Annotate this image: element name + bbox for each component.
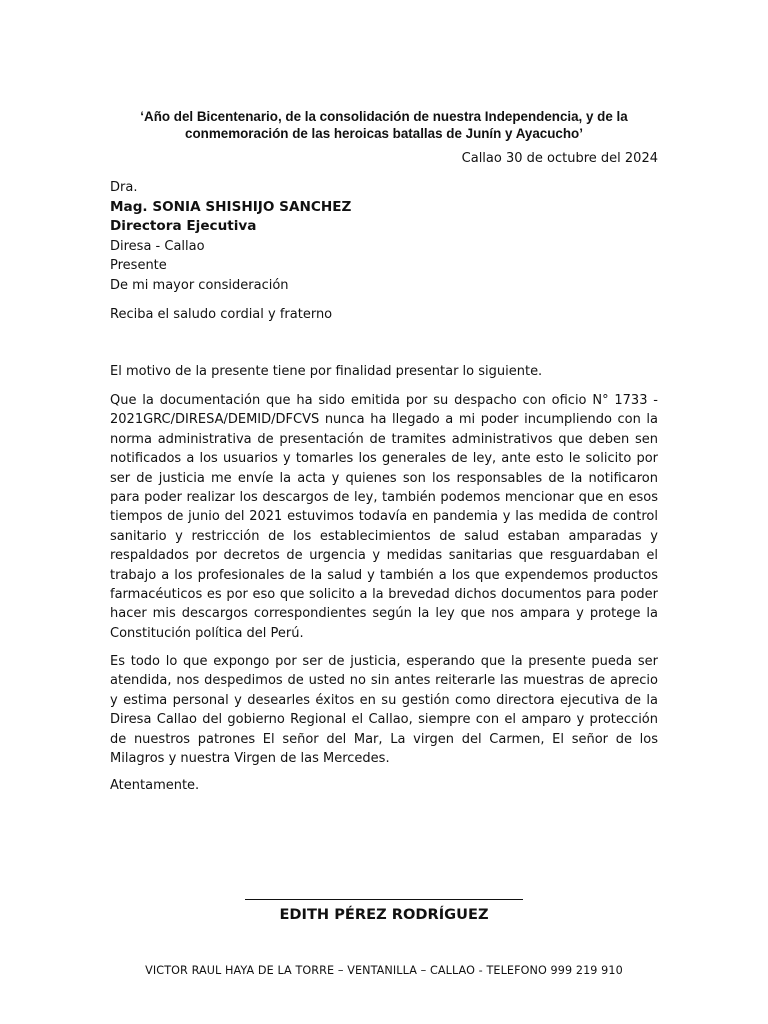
letter-date: Callao 30 de octubre del 2024 bbox=[461, 151, 658, 166]
signature-name: EDITH PÉREZ RODRÍGUEZ bbox=[279, 906, 489, 923]
recipient-block bbox=[110, 178, 658, 295]
signoff-line: Atentamente. bbox=[110, 778, 200, 793]
recipient-honorific: Dra. bbox=[110, 180, 138, 195]
closing-paragraph: Es todo lo que expongo por ser de justicia, esperando que la presente pueda ser atendida, nos despedimos de usted no sin antes reiterarle las muestras de aprecio y estima personal y desearles éxitos en su gestión como directora ejecutiva de la Diresa Callao del gobierno Regional el Callao, siempre con el amparo y protección de nuestros patrones El señor del Mar, La virgen del Carmen, El señor de los Milagros y nuestra Virgen de las Mercedes. bbox=[110, 654, 658, 767]
recipient-organization: Diresa - Callao bbox=[110, 238, 205, 254]
recipient-consideration: De mi mayor consideración bbox=[110, 277, 289, 293]
recipient-position: Directora Ejecutiva bbox=[110, 218, 257, 234]
intro-line: El motivo de la presente tiene por finalidad presentar lo siguiente. bbox=[110, 364, 543, 379]
footer-address: VICTOR RAUL HAYA DE LA TORRE – VENTANILLA – CALLAO - TELEFONO 999 219 910 bbox=[145, 964, 623, 977]
greeting-line: Reciba el saludo cordial y fraterno bbox=[110, 307, 333, 322]
header-motto: ‘Año del Bicentenario, de la consolidación de nuestra Independencia, y de la conmemoración de las heroicas batallas de Junín y Ayacucho’ bbox=[140, 109, 628, 141]
signature-line bbox=[245, 899, 523, 900]
recipient-presente: Presente bbox=[110, 258, 167, 273]
body-paragraph: Que la documentación que ha sido emitida por su despacho con oficio N° 1733 - 2021GRC/DIRESA/DEMID/DFCVS nunca ha llegado a mi poder incumpliendo con la norma administrativa de presentación de tramites administrativos que deben sen notificados a los usuarios y tomarles los generales de ley, ante esto le solicito por ser de justicia me envíe la acta y quienes son los responsables de la notificaron para poder realizar los descargos de ley, también podemos mencionar que en esos tiempos de junio del 2021 estuvimos todavía en pandemia y las medida de control sanitario y restricción de los establecimientos de salud estaban amparadas y respaldados por decretos de urgencia y medidas sanitarias que resguardaban el trabajo a los profesionales de la salud y también a los que expendemos productos farmacéuticos es por eso que solicito a la brevedad dichos documentos para poder hacer mis descargos correspondientes según la ley que nos ampara y protege la Constitución política del Perú. bbox=[110, 393, 658, 641]
recipient-name: Mag. SONIA SHISHIJO SANCHEZ bbox=[110, 198, 352, 215]
